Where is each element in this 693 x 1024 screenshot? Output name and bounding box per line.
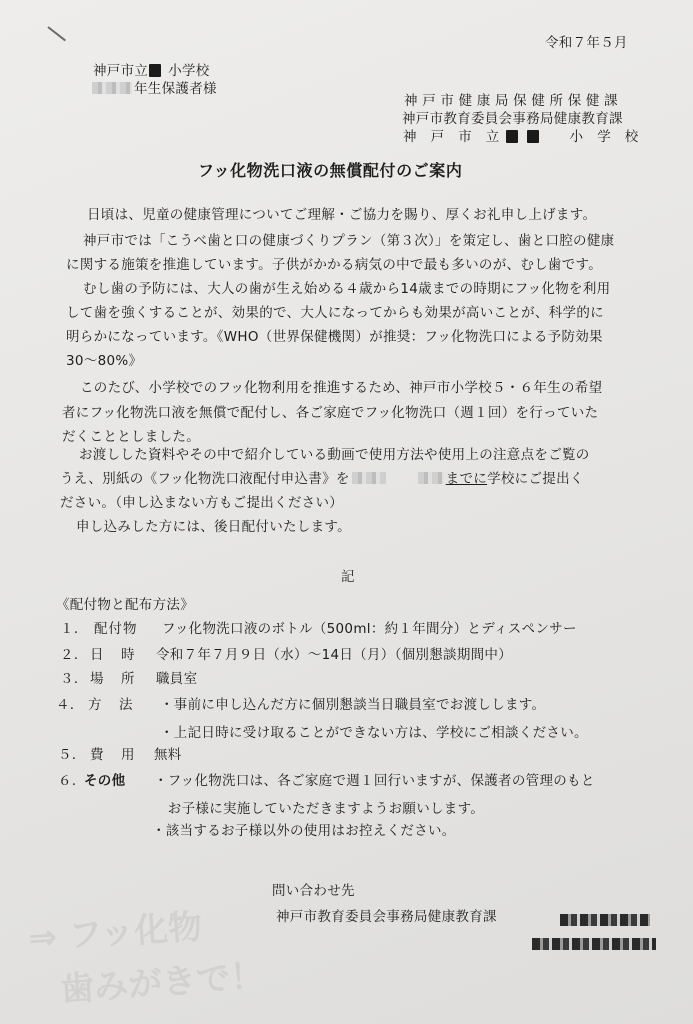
item-3-value: 職員室 — [156, 671, 198, 687]
redaction-mark — [506, 130, 518, 143]
recipient-guardians: 年生保護者様 — [134, 81, 217, 97]
bleed-through-text: ⇒ フッ化物 — [27, 906, 204, 960]
body-paragraph-2-line-2: に関する施策を推進しています。子供がかかる病気の中で最も多いのが、むし歯です。 — [66, 257, 603, 273]
redaction-blur — [92, 82, 132, 94]
item-6-value-line-1: ・フッ化物洗口は、各ご家庭で週１回行いますが、保護者の管理のもと — [154, 773, 595, 789]
body-paragraph-5-line-3: ださい。（申し込まない方もご提出ください） — [60, 495, 344, 511]
item-1-label: 配付物 — [94, 621, 138, 637]
body-paragraph-6: 申し込みした方には、後日配付いたします。 — [76, 519, 351, 535]
item-4-value-line-1: ・事前に申し込んだ方に個別懇談当日職員室でお渡しします。 — [160, 697, 546, 713]
item-3-label: 場 所 — [90, 671, 137, 687]
application-instruction: うえ、別紙の《フッ化物洗口液配付申込書》を — [60, 471, 350, 487]
redaction-blur — [352, 472, 386, 484]
bleed-through-text: 歯みがきで！ — [59, 955, 266, 1011]
item-4-value-line-2: ・上記日時に受け取ることができない方は、学校にご相談ください。 — [160, 725, 588, 741]
body-paragraph-5-line-2 — [60, 470, 584, 488]
contact-department: 神戸市教育委員会事務局健康教育課 — [276, 909, 497, 925]
item-5-value: 無料 — [154, 747, 182, 763]
item-1-value: フッ化物洗口液のボトル（500ml：約１年間分）とディスペンサー — [162, 621, 577, 637]
recipient-school — [93, 62, 210, 80]
item-5-number: ５. — [58, 747, 77, 763]
body-paragraph-4-line-2: 者にフッ化物洗口液を無償で配付し、各ご家庭でフッ化物洗口（週１回）を行っていた — [62, 405, 599, 421]
sender-school-prefix: 神 戸 市 立 — [403, 129, 500, 145]
body-paragraph-3-line-1: むし歯の予防には、大人の歯が生え始める４歳から14歳までの時期にフッ化物を利用 — [83, 281, 611, 297]
issue-date: 令和７年５月 — [545, 35, 628, 51]
redaction-contact-phone — [560, 914, 650, 926]
sender-school-suffix: 小 学 校 — [569, 129, 639, 145]
submit-to-school: 学校にご提出く — [487, 471, 584, 487]
section-heading: 《配付物と配布方法》 — [56, 597, 194, 613]
redaction-mark — [149, 64, 161, 77]
item-4-number: ４. — [56, 697, 75, 713]
body-paragraph-4-line-1: このたび、小学校でのフッ化物利用を推進するため、神戸市小学校５・６年生の希望 — [80, 380, 603, 396]
item-4-label: 方 法 — [88, 697, 135, 713]
redaction-contact-extension — [532, 938, 656, 950]
deadline-until: までに — [445, 471, 488, 487]
body-paragraph-2-line-1: 神戸市では「こうべ歯と口の健康づくりプラン（第３次）」を策定し、歯と口腔の健康 — [83, 233, 615, 249]
item-2-number: ２. — [60, 647, 79, 663]
item-3-number: ３. — [60, 671, 79, 687]
recipient-prefix: 神戸市立 — [93, 63, 149, 79]
contact-heading: 問い合わせ先 — [272, 883, 355, 899]
item-6-label: その他 — [84, 773, 126, 789]
body-paragraph-3-line-4: 30～80%》 — [66, 353, 143, 369]
redaction-blur — [418, 472, 444, 484]
item-1-number: １. — [60, 621, 79, 637]
item-5-label: 費 用 — [90, 747, 137, 763]
body-paragraph-5-line-1: お渡しした資料やその中で紹介している動画で使用方法や使用上の注意点をご覧の — [79, 447, 590, 463]
body-paragraph-3-line-3: 明らかになっています。《WHO（世界保健機関）が推奨：フッ化物洗口による予防効果 — [66, 329, 603, 345]
pencil-mark — [47, 26, 66, 41]
ki-marker: 記 — [341, 569, 355, 585]
item-6-number: ６. — [58, 773, 77, 789]
document-title: フッ化物洗口液の無償配付のご案内 — [198, 161, 463, 180]
item-6-value-line-2: お子様に実施していただきますようお願いします。 — [154, 801, 485, 817]
body-paragraph-4-line-3: だくこととしました。 — [62, 429, 200, 445]
sender-school — [403, 128, 639, 146]
body-paragraph-1: 日頃は、児童の健康管理についてご理解・ご協力を賜り、厚くお礼申し上げます。 — [87, 207, 597, 223]
sender-education-board: 神戸市教育委員会事務局健康教育課 — [402, 111, 623, 127]
recipient-grade-guardians — [90, 80, 217, 98]
recipient-suffix: 小学校 — [168, 63, 210, 79]
item-6-value-line-3: ・該当するお子様以外の使用はお控えください。 — [152, 823, 456, 839]
body-paragraph-3-line-2: して歯を強くすることが、効果的で、大人になってからも効果が高いことが、科学的に — [66, 305, 604, 321]
sender-health-office: 神 戸 市 健 康 局 保 健 所 保 健 課 — [404, 93, 618, 109]
item-2-value: 令和７年７月９日（水）～14日（月）（個別懇談期間中） — [156, 647, 513, 663]
item-2-label: 日 時 — [90, 647, 137, 663]
redaction-mark — [527, 130, 539, 143]
